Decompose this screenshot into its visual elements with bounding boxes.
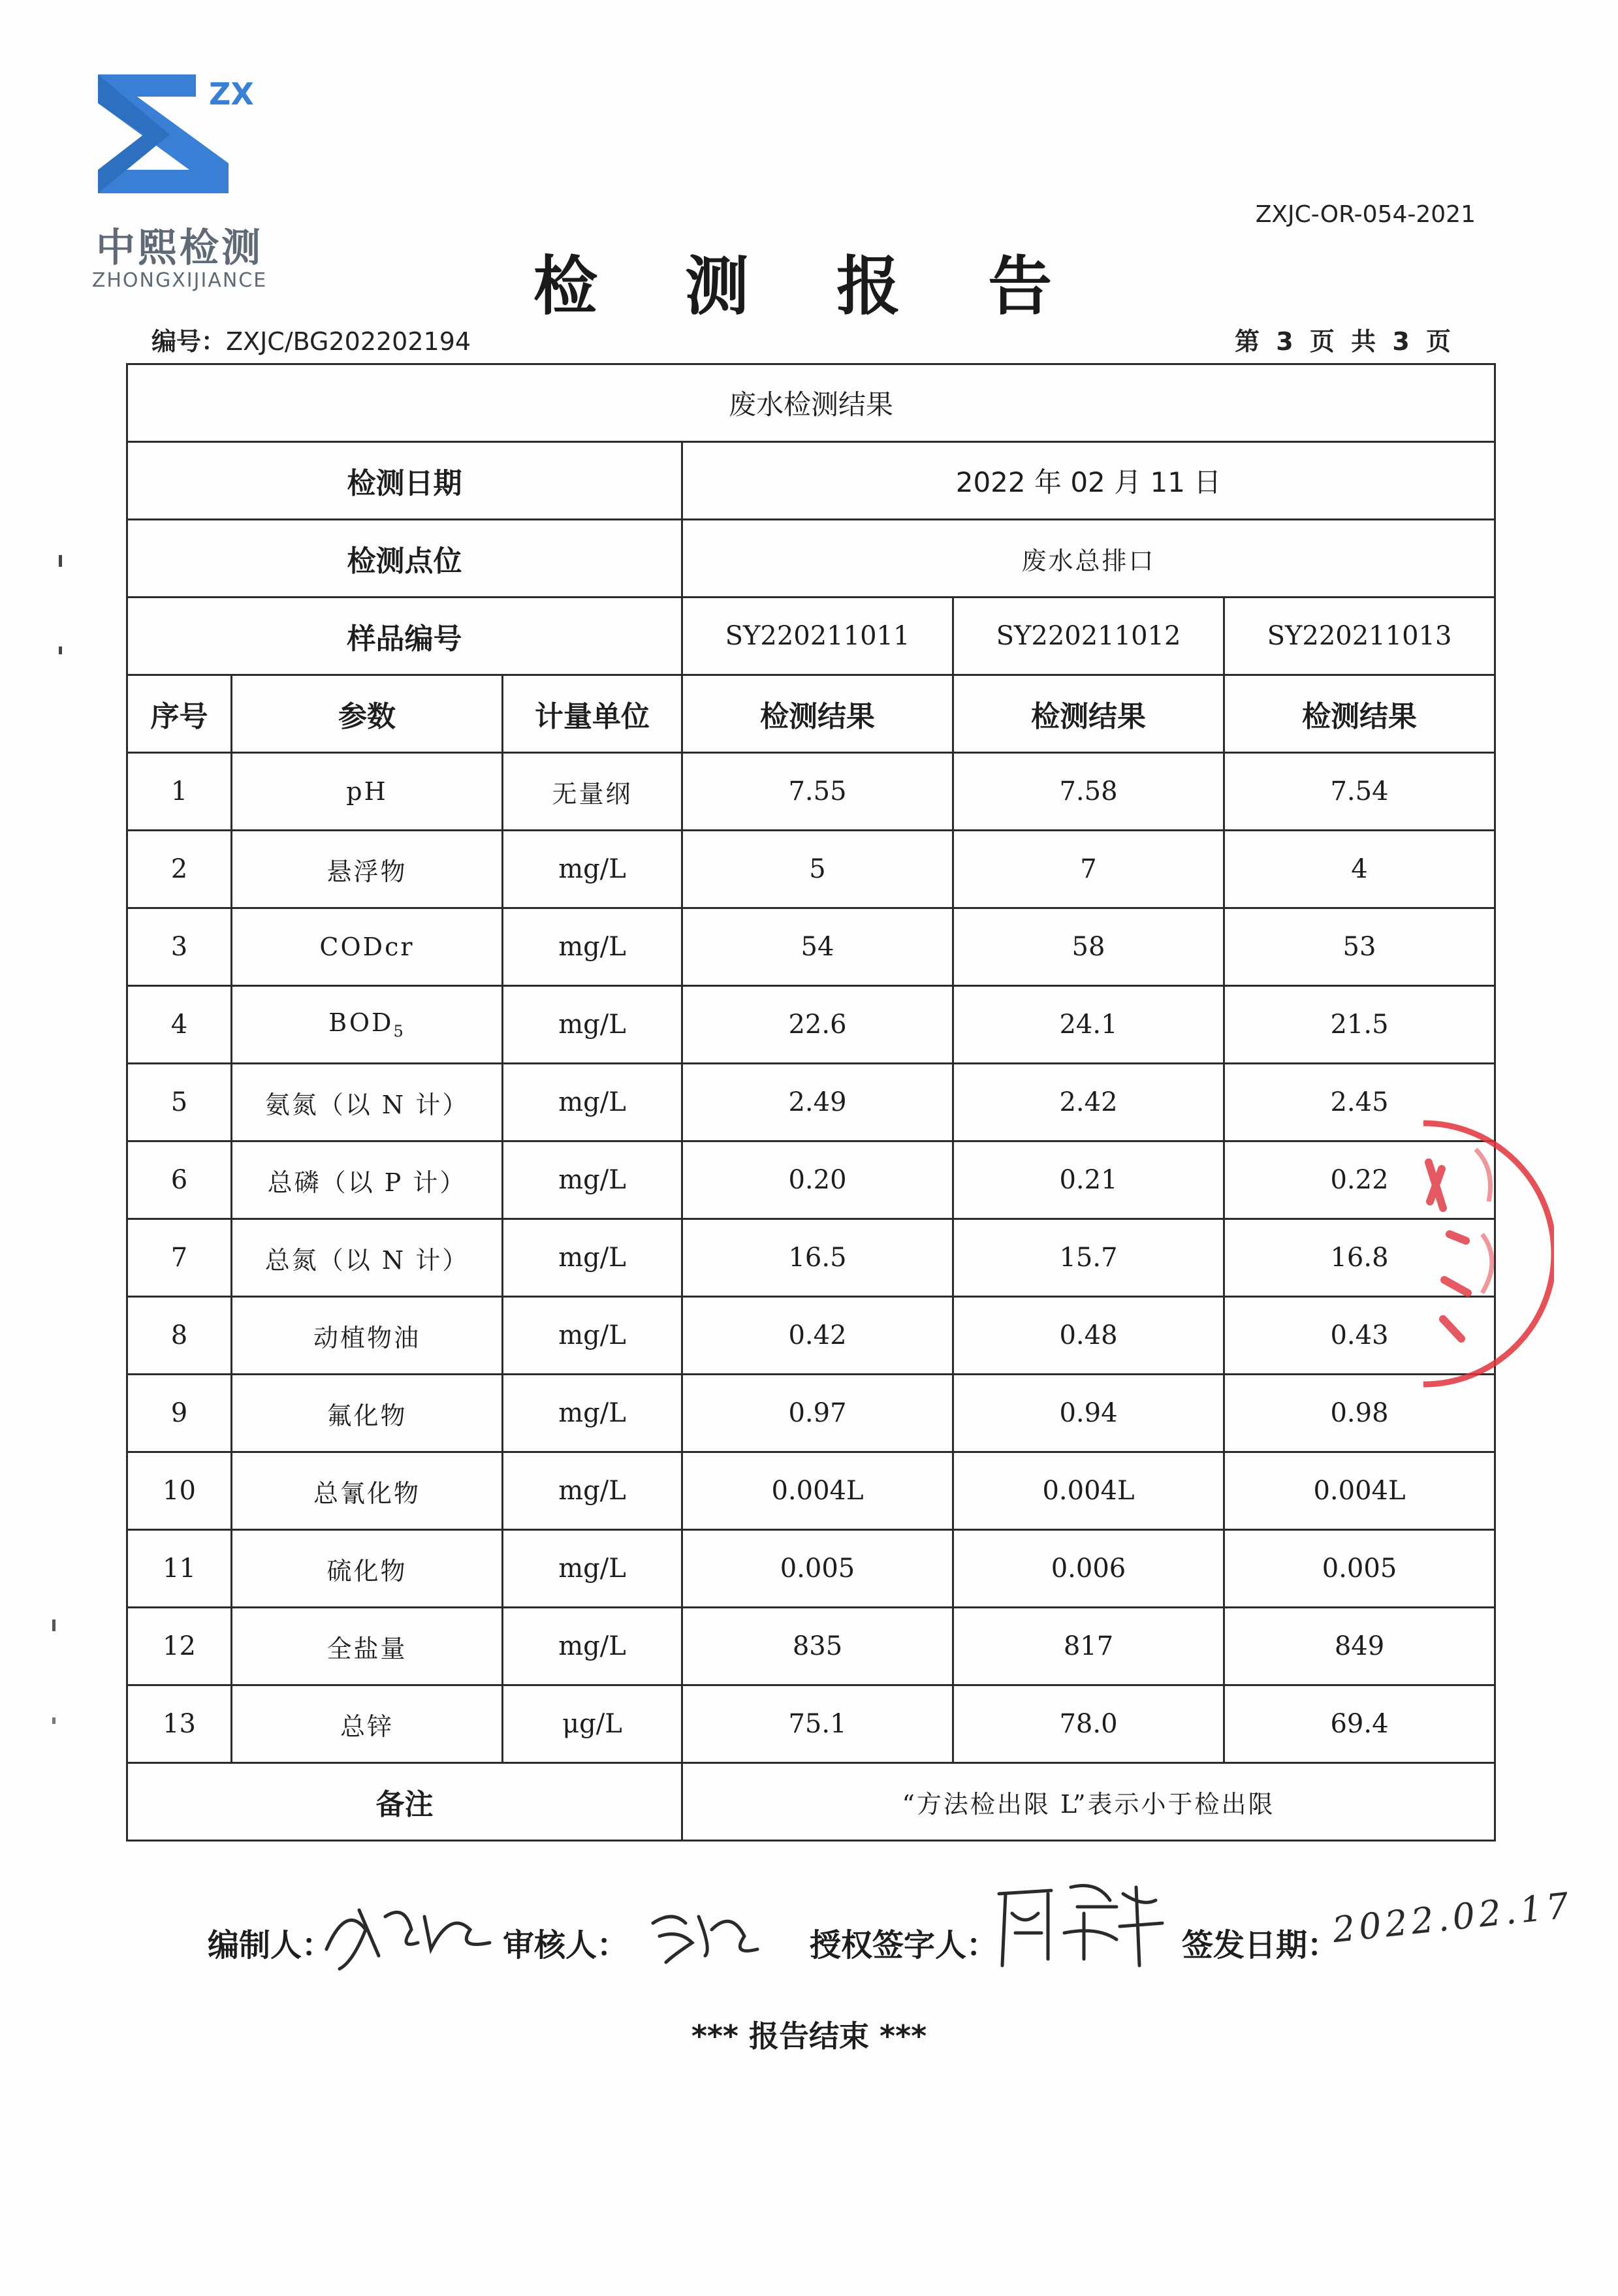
- remark-row: [127, 1763, 1495, 1841]
- row-param: 硫化物: [232, 1530, 503, 1608]
- column-header-row: [127, 675, 1495, 753]
- row-unit: mg/L: [503, 1297, 682, 1375]
- report-number-value: ZXJC/BG202202194: [226, 327, 471, 356]
- date-value: 2022 年 02 月 11 日: [682, 442, 1495, 520]
- table-row: [127, 1452, 1495, 1530]
- row-result-3: 0.43: [1224, 1297, 1495, 1375]
- site-label: 检测点位: [127, 520, 682, 598]
- row-param: 全盐量: [232, 1608, 503, 1685]
- row-no: 7: [127, 1219, 232, 1297]
- row-unit: mg/L: [503, 831, 682, 908]
- row-result-2: 7.58: [953, 753, 1224, 831]
- date-label: 检测日期: [127, 442, 682, 520]
- row-unit: mg/L: [503, 1608, 682, 1685]
- remark-label: 备注: [127, 1763, 682, 1841]
- row-result-1: 0.97: [682, 1375, 953, 1452]
- row-param: 悬浮物: [232, 831, 503, 908]
- reviewed-by-signature: [646, 1890, 764, 1969]
- header-unit: 计量单位: [503, 675, 682, 753]
- row-unit: mg/L: [503, 1064, 682, 1141]
- row-result-2: 58: [953, 908, 1224, 986]
- logo-english-name: ZHONGXIJIANCE: [91, 269, 268, 292]
- report-number: [151, 321, 471, 357]
- row-result-1: 0.42: [682, 1297, 953, 1375]
- site-value: 废水总排口: [682, 520, 1495, 598]
- table-row: [127, 753, 1495, 831]
- row-param: 总锌: [232, 1685, 503, 1763]
- row-result-3: 69.4: [1224, 1685, 1495, 1763]
- table-row: [127, 1219, 1495, 1297]
- row-param: 动植物油: [232, 1297, 503, 1375]
- row-result-2: 15.7: [953, 1219, 1224, 1297]
- row-param: 总磷（以 P 计）: [232, 1141, 503, 1219]
- table-row: [127, 1297, 1495, 1375]
- row-result-1: 22.6: [682, 986, 953, 1064]
- row-no: 2: [127, 831, 232, 908]
- row-no: 1: [127, 753, 232, 831]
- header-no: 序号: [127, 675, 232, 753]
- row-param: 氨氮（以 N 计）: [232, 1064, 503, 1141]
- row-result-2: 0.48: [953, 1297, 1224, 1375]
- row-unit: mg/L: [503, 908, 682, 986]
- row-result-3: 0.005: [1224, 1530, 1495, 1608]
- row-unit: μg/L: [503, 1685, 682, 1763]
- row-result-3: 0.98: [1224, 1375, 1495, 1452]
- logo-chinese-name: 中熙检测: [96, 225, 263, 271]
- sample-id: SY220211012: [953, 598, 1224, 675]
- header-result: 检测结果: [682, 675, 953, 753]
- results-table: [126, 363, 1496, 1842]
- row-no: 13: [127, 1685, 232, 1763]
- row-no: 12: [127, 1608, 232, 1685]
- row-result-2: 0.94: [953, 1375, 1224, 1452]
- row-result-3: 849: [1224, 1608, 1495, 1685]
- issue-date-handwritten: 2022.02.17: [1330, 1884, 1575, 1951]
- row-result-1: 0.20: [682, 1141, 953, 1219]
- sample-id: SY220211011: [682, 598, 953, 675]
- remark-value: “方法检出限 L”表示小于检出限: [682, 1763, 1495, 1841]
- row-result-2: 24.1: [953, 986, 1224, 1064]
- row-no: 11: [127, 1530, 232, 1608]
- authorized-signatory-label: 授权签字人：: [810, 1927, 998, 1964]
- row-unit: mg/L: [503, 986, 682, 1064]
- row-unit: 无量纲: [503, 753, 682, 831]
- row-unit: mg/L: [503, 1141, 682, 1219]
- report-number-label: 编号：: [151, 327, 227, 356]
- table-row: [127, 1608, 1495, 1685]
- authorized-signatory-signature: [986, 1874, 1169, 1972]
- header-result: 检测结果: [953, 675, 1224, 753]
- table-row: [127, 908, 1495, 986]
- row-no: 8: [127, 1297, 232, 1375]
- reviewed-by-label: 审核人：: [503, 1927, 629, 1964]
- table-row: [127, 986, 1495, 1064]
- site-row: [127, 520, 1495, 598]
- row-result-1: 835: [682, 1608, 953, 1685]
- prepared-by-signature: [320, 1890, 496, 1975]
- row-result-2: 0.006: [953, 1530, 1224, 1608]
- row-result-3: 16.8: [1224, 1219, 1495, 1297]
- section-title: 废水检测结果: [127, 364, 1495, 442]
- row-param-text: BOD: [328, 1008, 394, 1038]
- table-row: [127, 1141, 1495, 1219]
- row-result-1: 5: [682, 831, 953, 908]
- sample-id: SY220211013: [1224, 598, 1495, 675]
- form-code: ZXJC-OR-054-2021: [1255, 201, 1476, 228]
- row-param: pH: [232, 753, 503, 831]
- header-result: 检测结果: [1224, 675, 1495, 753]
- scan-specks: [52, 549, 72, 1737]
- row-result-1: 7.55: [682, 753, 953, 831]
- row-result-3: 21.5: [1224, 986, 1495, 1064]
- table-row: [127, 1530, 1495, 1608]
- row-no: 5: [127, 1064, 232, 1141]
- row-param: CODcr: [232, 908, 503, 986]
- row-no: 6: [127, 1141, 232, 1219]
- row-result-2: 817: [953, 1608, 1224, 1685]
- row-result-3: 7.54: [1224, 753, 1495, 831]
- row-result-1: 75.1: [682, 1685, 953, 1763]
- prepared-by-label: 编制人：: [208, 1927, 334, 1964]
- page-indicator: 第 3 页 共 3 页: [1234, 327, 1455, 356]
- row-no: 4: [127, 986, 232, 1064]
- row-result-3: 2.45: [1224, 1064, 1495, 1141]
- row-result-1: 16.5: [682, 1219, 953, 1297]
- row-result-3: 0.004L: [1224, 1452, 1495, 1530]
- table-row: [127, 831, 1495, 908]
- header-param: 参数: [232, 675, 503, 753]
- row-result-3: 0.22: [1224, 1141, 1495, 1219]
- document-title: 检 测 报 告: [533, 249, 1085, 324]
- row-no: 3: [127, 908, 232, 986]
- issue-date-label: 签发日期：: [1182, 1927, 1339, 1964]
- row-unit: mg/L: [503, 1530, 682, 1608]
- table-row: [127, 1064, 1495, 1141]
- section-title-row: [127, 364, 1495, 442]
- row-result-3: 4: [1224, 831, 1495, 908]
- sample-row: [127, 598, 1495, 675]
- row-result-3: 53: [1224, 908, 1495, 986]
- sample-label: 样品编号: [127, 598, 682, 675]
- row-param: [232, 986, 503, 1064]
- row-unit: mg/L: [503, 1452, 682, 1530]
- row-param: 氟化物: [232, 1375, 503, 1452]
- row-result-2: 0.21: [953, 1141, 1224, 1219]
- row-result-1: 0.005: [682, 1530, 953, 1608]
- row-unit: mg/L: [503, 1375, 682, 1452]
- row-no: 10: [127, 1452, 232, 1530]
- table-row: [127, 1685, 1495, 1763]
- row-result-2: 78.0: [953, 1685, 1224, 1763]
- row-result-2: 2.42: [953, 1064, 1224, 1141]
- row-result-1: 54: [682, 908, 953, 986]
- table-row: [127, 1375, 1495, 1452]
- row-unit: mg/L: [503, 1219, 682, 1297]
- row-result-1: 2.49: [682, 1064, 953, 1141]
- report-end-marker: *** 报告结束 ***: [691, 2018, 927, 2054]
- logo-mark-icon: [98, 65, 261, 202]
- logo-mark-text: ZX: [209, 76, 254, 112]
- company-seal-stamp: [1404, 1110, 1554, 1397]
- row-result-2: 0.004L: [953, 1452, 1224, 1530]
- row-no: 9: [127, 1375, 232, 1452]
- date-row: [127, 442, 1495, 520]
- row-result-2: 7: [953, 831, 1224, 908]
- row-result-1: 0.004L: [682, 1452, 953, 1530]
- row-param: 总氰化物: [232, 1452, 503, 1530]
- row-param: 总氮（以 N 计）: [232, 1219, 503, 1297]
- row-param-subscript: 5: [393, 1022, 405, 1041]
